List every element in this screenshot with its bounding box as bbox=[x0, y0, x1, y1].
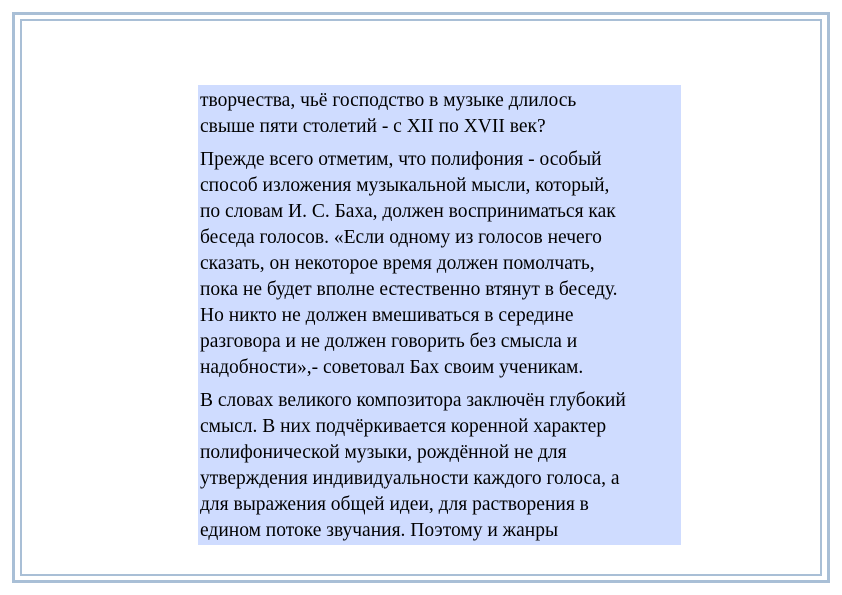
text-line: разговора и не должен говорить без смысла и bbox=[200, 331, 578, 352]
text-line: надобности»,- советовал Бах своим ученикам. bbox=[200, 357, 584, 378]
text-line: для выражения общей идеи, для растворения в bbox=[200, 494, 589, 515]
text-line: беседа голосов. «Если одному из голосов нечего bbox=[200, 227, 602, 248]
paragraph-3 bbox=[200, 388, 679, 544]
text-line: смысл. В них подчёркивается коренной характер bbox=[200, 416, 607, 437]
paragraph-1 bbox=[200, 88, 679, 140]
text-line: утверждения индивидуальности каждого голоса, а bbox=[200, 468, 620, 489]
text-line: творчества, чьё господство в музыке длилось bbox=[200, 90, 577, 111]
text-line: полифонической музыки, рождённой не для bbox=[200, 442, 567, 463]
text-line: В словах великого композитора заключён глубокий bbox=[200, 390, 626, 411]
paragraph-2 bbox=[200, 147, 679, 381]
text-line: свыше пяти столетий - с XII по XVII век? bbox=[200, 116, 546, 137]
text-line: Прежде всего отметим, что полифония - особый bbox=[200, 149, 602, 170]
text-line: пока не будет вполне естественно втянут в беседу. bbox=[200, 279, 618, 300]
text-line: сказать, он некоторое время должен помолчать, bbox=[200, 253, 595, 274]
text-line: по словам И. С. Баха, должен восприниматься как bbox=[200, 201, 616, 222]
text-box bbox=[198, 85, 681, 545]
text-line: Но никто не должен вмешиваться в середине bbox=[200, 305, 574, 326]
text-line: едином потоке звучания. Поэтому и жанры bbox=[200, 520, 559, 541]
text-line: способ изложения музыкальной мысли, который, bbox=[200, 175, 610, 196]
